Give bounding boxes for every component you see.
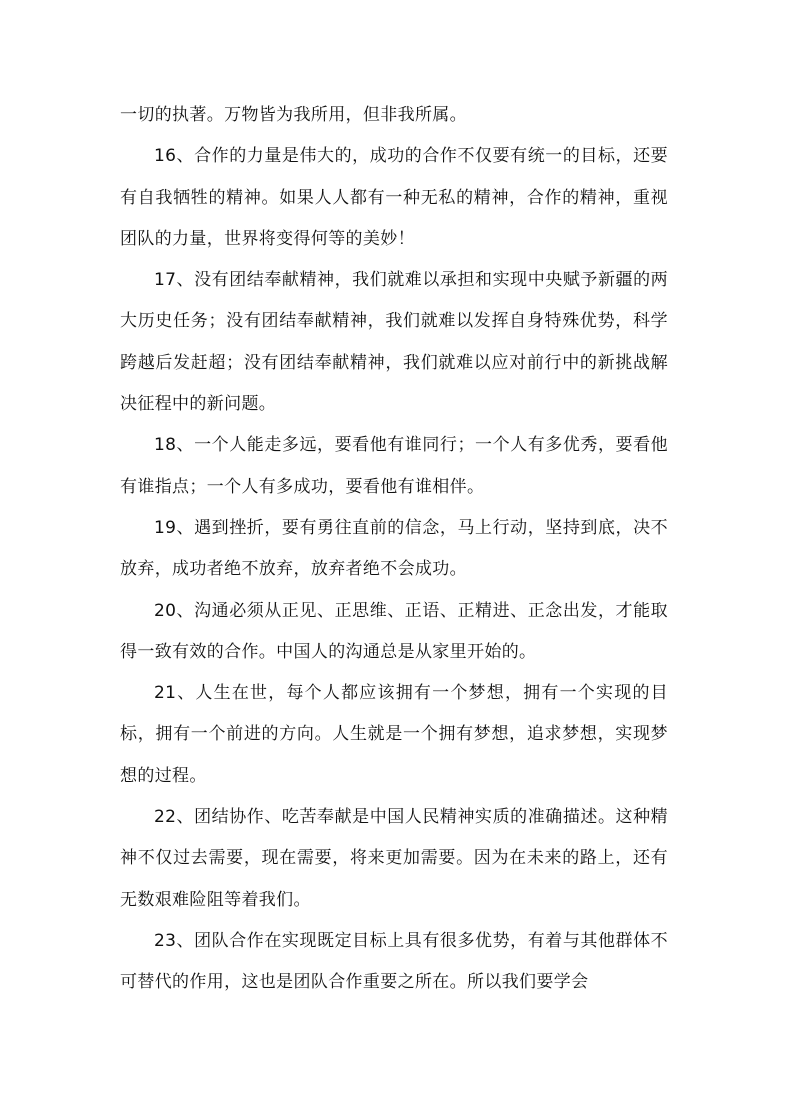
paragraph-18: 18、一个人能走多远，要看他有谁同行；一个人有多优秀，要看他有谁指点；一个人有多成功，要看他有谁相伴。 xyxy=(120,435,668,497)
paragraph-16: 16、合作的力量是伟大的，成功的合作不仅要有统一的目标，还要有自我牺牲的精神。如果人人都有一种无私的精神，合作的精神，重视团队的力量，世界将变得何等的美妙！ xyxy=(120,146,668,249)
paragraph-21: 21、人生在世，每个人都应该拥有一个梦想，拥有一个实现的目标，拥有一个前进的方向。人生就是一个拥有梦想，追求梦想，实现梦想的过程。 xyxy=(120,683,668,786)
document-body xyxy=(120,95,668,1004)
paragraph-23: 23、团队合作在实现既定目标上具有很多优势，有着与其他群体不可替代的作用，这也是团队合作重要之所在。所以我们要学会 xyxy=(120,930,668,993)
paragraph-20: 20、沟通必须从正见、正思维、正语、正精进、正念出发，才能取得一致有效的合作。中国人的沟通总是从家里开始的。 xyxy=(120,600,668,662)
paragraph-continuation: 一切的执著。万物皆为我所用，但非我所属。 xyxy=(120,105,467,125)
paragraph-17: 17、没有团结奉献精神，我们就难以承担和实现中央赋予新疆的两大历史任务；没有团结奉献精神，我们就难以发挥自身特殊优势，科学跨越后发赶超；没有团结奉献精神，我们就难以应对前行中的新挑战解决征程中的新问题。 xyxy=(120,270,668,415)
paragraph-19: 19、遇到挫折，要有勇往直前的信念，马上行动，坚持到底，决不放弃，成功者绝不放弃，放弃者绝不会成功。 xyxy=(120,517,668,580)
paragraph-22: 22、团结协作、吃苦奉献是中国人民精神实质的准确描述。这种精神不仅过去需要，现在需要，将来更加需要。因为在未来的路上，还有无数艰难险阻等着我们。 xyxy=(120,807,668,910)
